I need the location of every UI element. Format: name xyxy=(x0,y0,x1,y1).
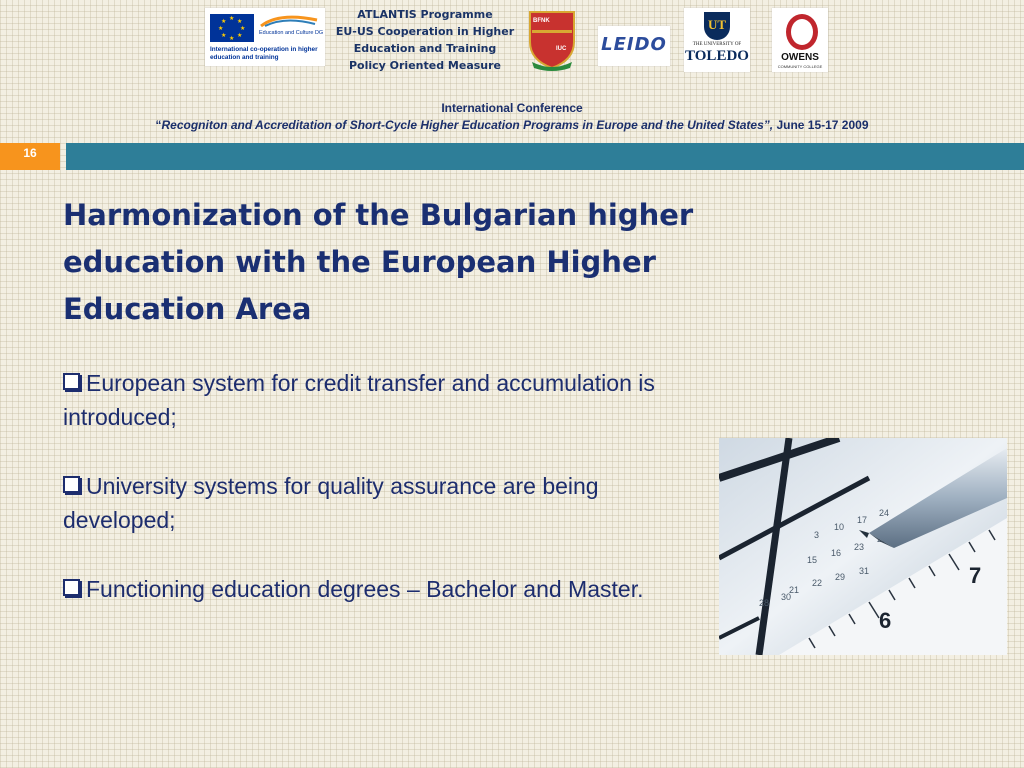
conference-subtitle xyxy=(0,118,1024,132)
university-of-toledo-logo xyxy=(684,8,750,72)
svg-text:3: 3 xyxy=(814,530,820,540)
eu-education-culture-logo xyxy=(205,8,325,66)
eu-logo-text: International co-operation in higher education and training xyxy=(210,46,318,61)
checkbox-bullet-icon xyxy=(63,476,80,493)
svg-text:23: 23 xyxy=(854,542,865,552)
shield-right-text: IUC xyxy=(556,46,567,52)
conference-subtitle-italic: Recogniton and Accreditation of Short-Cycle Higher Education Programs in Europe and the United States”, xyxy=(161,118,774,132)
svg-text:29: 29 xyxy=(835,572,846,582)
toledo-name: TOLEDO xyxy=(685,48,749,64)
atlantis-line: ATLANTIS Programme xyxy=(357,8,493,21)
leido-logo-text: LEIDO xyxy=(601,34,667,55)
bullet-text: European system for credit transfer and accumulation is introduced; xyxy=(63,370,655,430)
atlantis-programme-text xyxy=(335,6,515,74)
eu-program-label: Education and Culture DG xyxy=(259,30,324,36)
svg-text:24: 24 xyxy=(879,508,890,518)
svg-text:7: 7 xyxy=(969,563,982,588)
svg-text:17: 17 xyxy=(857,515,868,525)
checkbox-bullet-icon xyxy=(63,579,80,596)
ut-badge-icon: UT xyxy=(704,12,730,40)
conference-date: June 15-17 2009 xyxy=(773,118,869,132)
owens-community-college-logo xyxy=(772,8,828,72)
atlantis-line: EU-US Cooperation in Higher xyxy=(335,25,515,38)
owens-name: OWENS xyxy=(781,52,819,63)
bullet-item xyxy=(63,572,703,606)
svg-text:30: 30 xyxy=(781,592,792,602)
conference-title: International Conference xyxy=(441,101,583,115)
svg-text:28: 28 xyxy=(759,598,770,608)
svg-text:15: 15 xyxy=(807,555,818,565)
shield-left-text: BFNK xyxy=(533,18,550,24)
swoosh-icon xyxy=(259,14,319,28)
svg-text:6: 6 xyxy=(879,608,892,633)
pen-on-calendar-photo xyxy=(719,438,1007,655)
eu-flag-icon: ★ ★ ★ ★ ★ ★ ★ ★ xyxy=(210,14,254,42)
svg-text:21: 21 xyxy=(789,585,800,595)
svg-text:22: 22 xyxy=(812,578,823,588)
svg-text:16: 16 xyxy=(831,548,842,558)
bullet-text: Functioning education degrees – Bachelor and Master. xyxy=(86,576,644,602)
owens-college-label: COMMUNITY COLLEGE xyxy=(777,64,823,69)
atlantis-line: Policy Oriented Measure xyxy=(348,59,502,72)
slide-number: 16 xyxy=(23,146,37,160)
slide-title: Harmonization of the Bulgarian higher education with the European Higher Education Area xyxy=(63,198,694,326)
leido-logo xyxy=(598,26,670,66)
bullet-item xyxy=(63,366,703,434)
header-divider-bar xyxy=(66,143,1024,170)
svg-text:10: 10 xyxy=(834,522,845,532)
quote-mark: “ xyxy=(155,118,162,132)
owens-ring-icon xyxy=(786,14,818,50)
checkbox-bullet-icon xyxy=(63,373,80,390)
atlantis-line: Education and Training xyxy=(353,42,497,55)
bullet-text: University systems for quality assurance are being developed; xyxy=(63,473,599,533)
svg-text:31: 31 xyxy=(859,566,870,576)
toledo-univ-label: THE UNIVERSITY OF xyxy=(692,42,742,47)
bullet-item xyxy=(63,469,703,537)
shield-crest-logo xyxy=(526,8,578,72)
